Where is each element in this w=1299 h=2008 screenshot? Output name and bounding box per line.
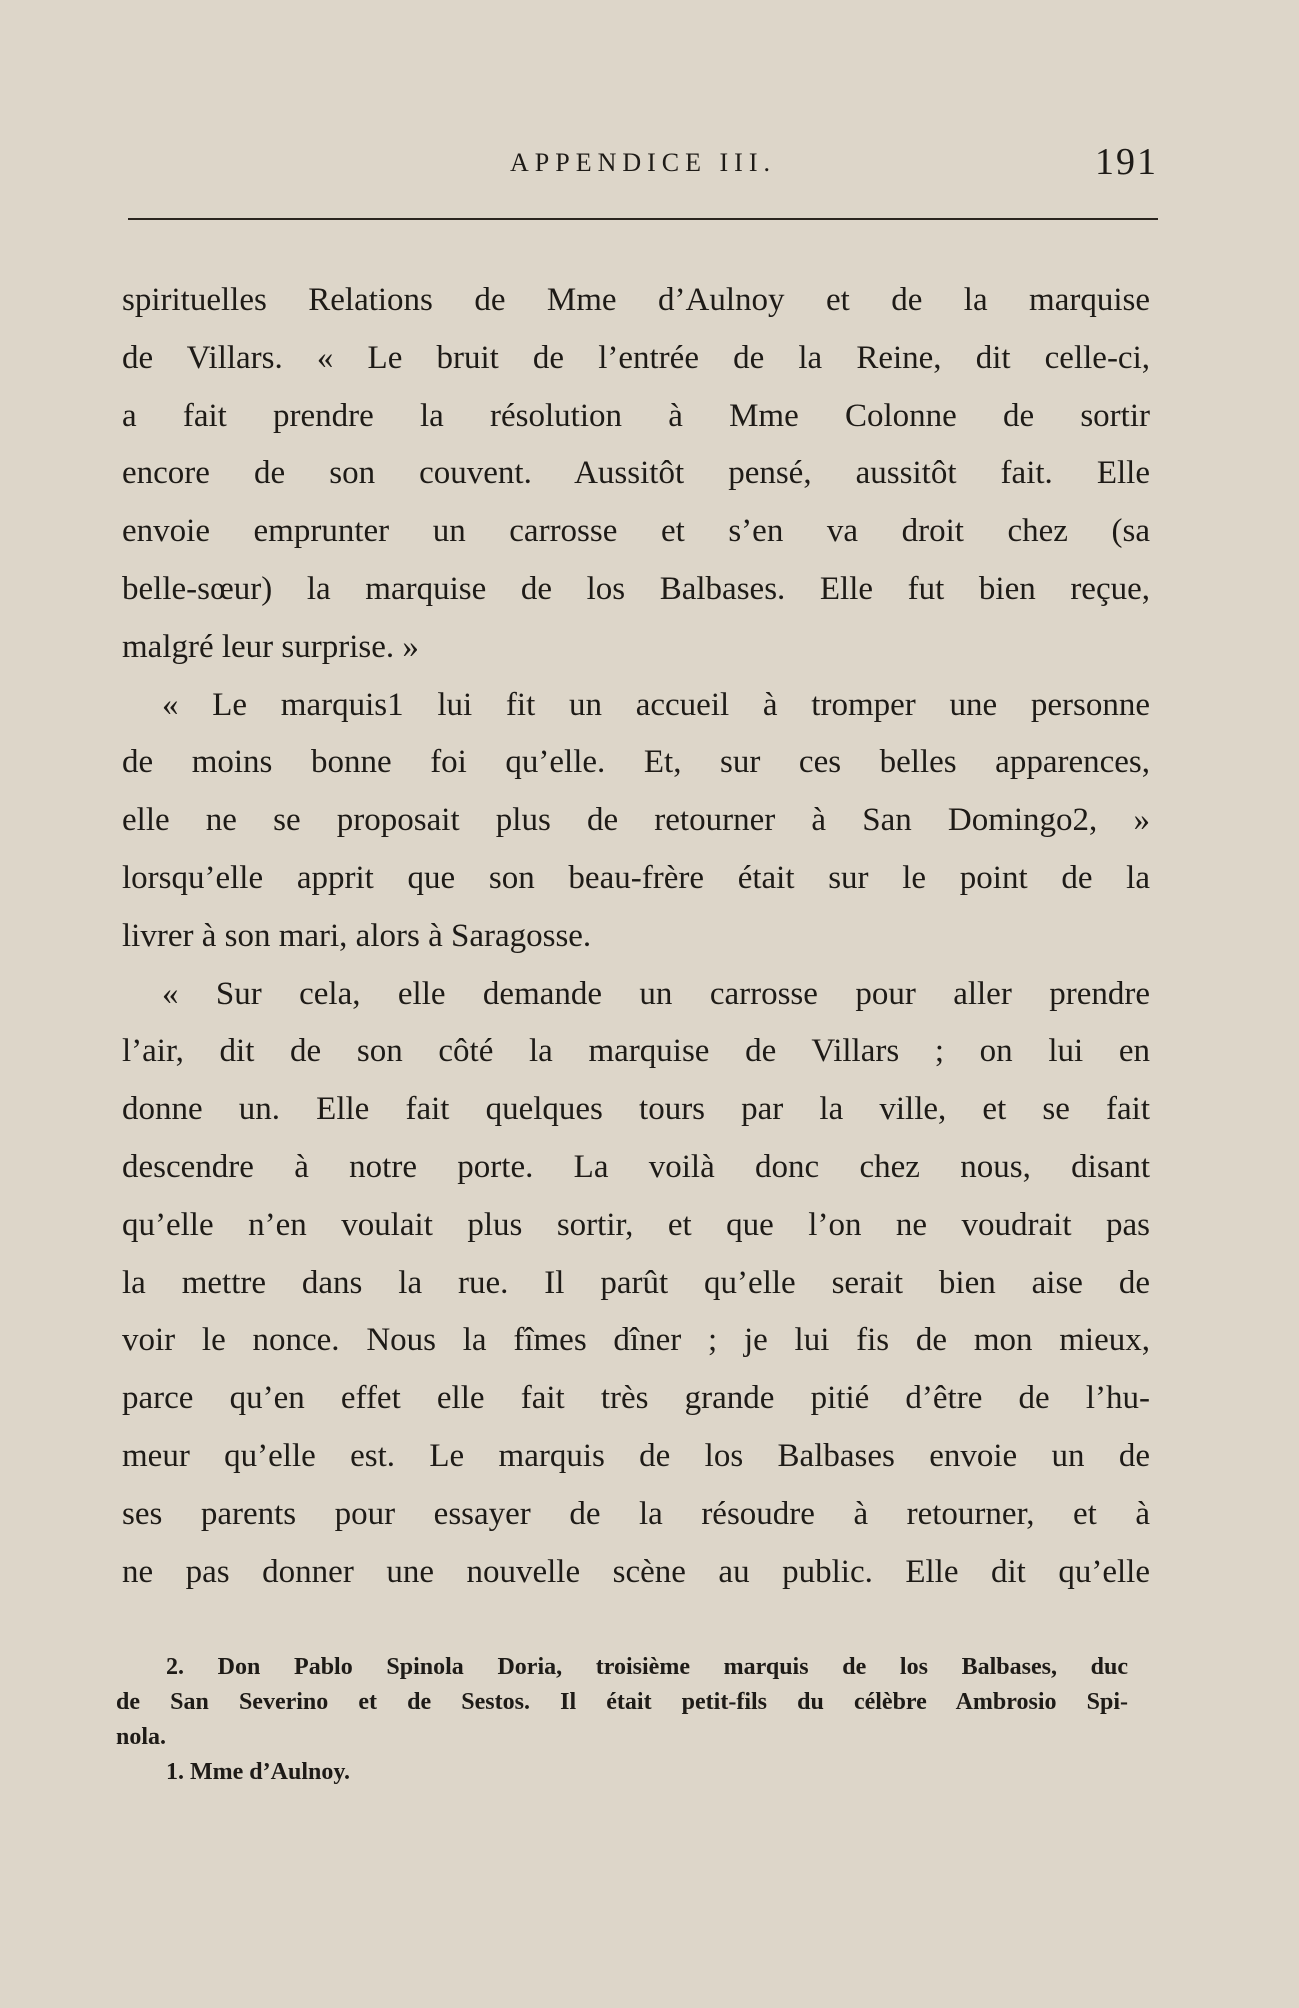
text-line: descendre à notre porte. La voilà donc chez nous, disant [122, 1148, 1150, 1185]
text-line: belle-sœur) la marquise de los Balbases. Elle fut bien reçue, [122, 570, 1150, 607]
text-line: l’air, dit de son côté la marquise de Villars ; on lui en [122, 1033, 1150, 1070]
page-header [128, 140, 1158, 188]
footnote-line: de San Severino et de Sestos. Il était petit-fils du célèbre Ambrosio Spi- [116, 1689, 1128, 1715]
text-line: livrer à son mari, alors à Saragosse. [122, 917, 592, 954]
text-line: malgré leur surprise. » [122, 628, 419, 665]
footnote-line: nola. [116, 1724, 167, 1750]
text-line: lorsqu’elle apprit que son beau-frère était sur le point de la [122, 859, 1150, 896]
text-line: ne pas donner une nouvelle scène au public. Elle dit qu’elle [122, 1553, 1150, 1590]
text-line: de moins bonne foi qu’elle. Et, sur ces belles apparences, [122, 744, 1150, 781]
text-line: envoie emprunter un carrosse et s’en va droit chez (sa [122, 513, 1150, 550]
footnote-line: 1. Mme d’Aulnoy. [166, 1759, 351, 1785]
page-number: 191 [1095, 141, 1158, 183]
text-line: qu’elle n’en voulait plus sortir, et que l’on ne voudrait pas [122, 1206, 1150, 1243]
body-text [122, 272, 1150, 1601]
header-rule [128, 218, 1158, 220]
text-line: spirituelles Relations de Mme d’Aulnoy et de la marquise [122, 282, 1150, 318]
text-line: voir le nonce. Nous la fîmes dîner ; je lui fis de mon mieux, [122, 1322, 1150, 1359]
text-line: meur qu’elle est. Le marquis de los Balbases envoie un de [122, 1437, 1150, 1474]
footnotes [116, 1650, 1128, 1790]
text-line: « Sur cela, elle demande un carrosse pour aller prendre [162, 975, 1150, 1012]
text-line: ses parents pour essayer de la résoudre à retourner, et à [122, 1495, 1150, 1532]
text-line: donne un. Elle fait quelques tours par la ville, et se fait [122, 1091, 1150, 1128]
text-line: la mettre dans la rue. Il parût qu’elle serait bien aise de [122, 1264, 1150, 1301]
running-title: APPENDICE III. [510, 148, 776, 177]
footnote-line: 2. Don Pablo Spinola Doria, troisième marquis de los Balbases, duc [166, 1654, 1128, 1680]
text-line: encore de son couvent. Aussitôt pensé, aussitôt fait. Elle [122, 455, 1150, 492]
text-line: a fait prendre la résolution à Mme Colonne de sortir [122, 397, 1150, 434]
text-line: de Villars. « Le bruit de l’entrée de la Reine, dit celle-ci, [122, 339, 1150, 376]
text-line: elle ne se proposait plus de retourner à San Domingo2, » [122, 802, 1150, 839]
text-line: parce qu’en effet elle fait très grande pitié d’être de l’hu- [122, 1380, 1150, 1417]
text-line: « Le marquis1 lui fit un accueil à tromper une personne [162, 686, 1150, 723]
